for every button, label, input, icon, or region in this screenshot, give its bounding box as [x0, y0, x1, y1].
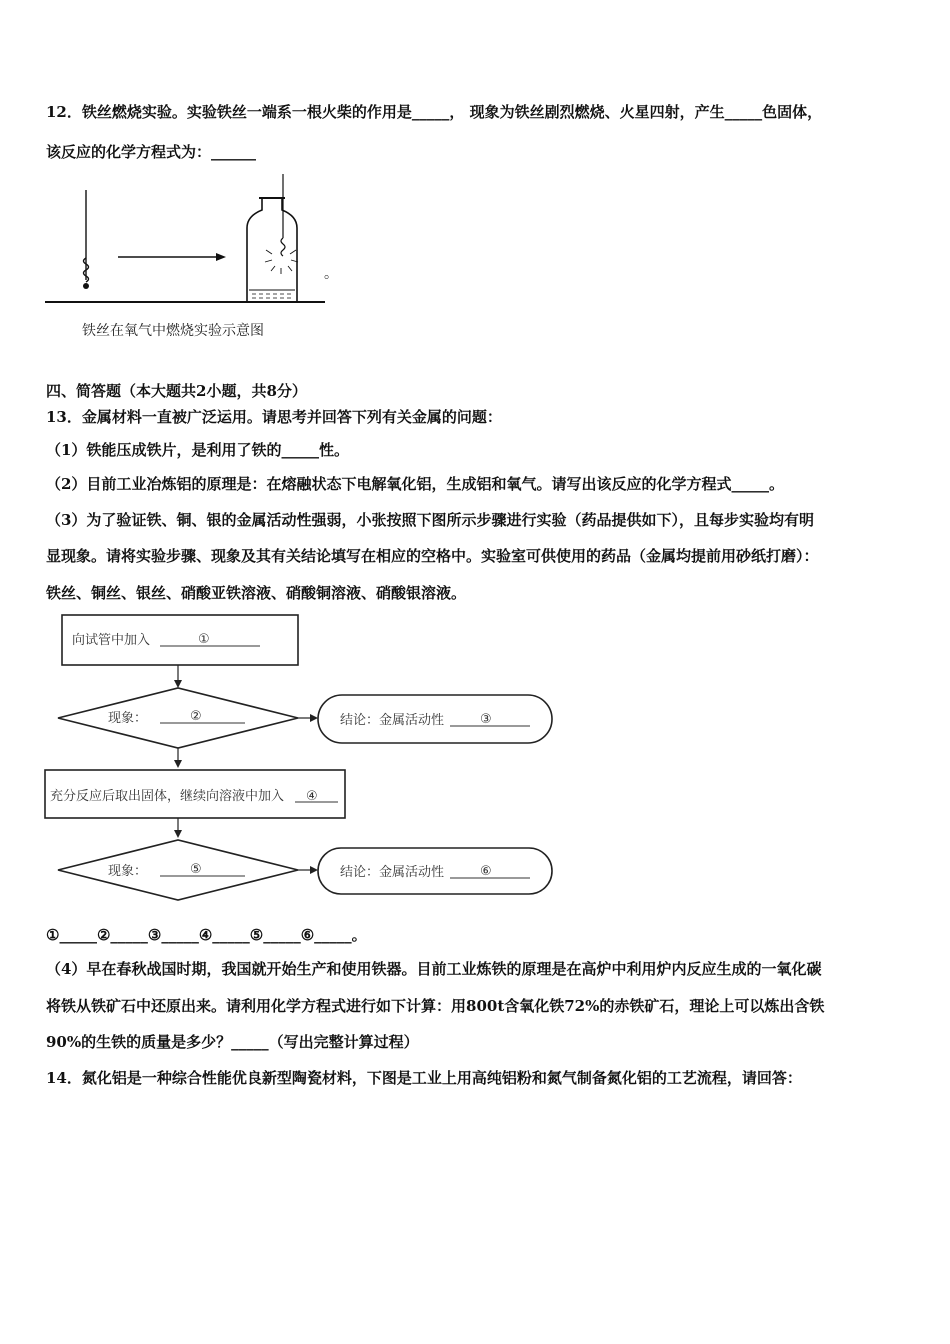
q13-p1: （1）铁能压成铁片，是利用了铁的_____性。	[46, 441, 349, 459]
q13-p3-line1: （3）为了验证铁、铜、银的金属活动性强弱，小张按照下图所示步骤进行实验（药品提供如下），且每步实验均有明	[46, 511, 814, 529]
flow-box-1-label: 向试管中加入	[72, 633, 151, 648]
match-head	[83, 283, 89, 289]
flow-diamond-2-mark: ⑤	[190, 862, 202, 877]
q12-line1: 12．铁丝燃烧实验。实验铁丝一端系一根火柴的作用是_____， 现象为铁丝剧烈燃烧、火星四射，产生_____色固体，	[46, 103, 823, 121]
q13-answers: ①_____②_____③_____④_____⑤_____⑥_____。	[46, 926, 367, 944]
q13-p3-line2: 显现象。请将实验步骤、现象及其有关结论填写在相应的空格中。实验室可供使用的药品（金属均提前用砂纸打磨）：	[46, 547, 819, 565]
q13-p2: （2）目前工业冶炼铝的原理是：在熔融状态下电解氧化铝，生成铝和氧气。请写出该反应的化学方程式_____。	[46, 475, 784, 493]
gas-bottle	[247, 198, 297, 302]
section4-heading: 四、简答题（本大题共2小题，共8分）	[46, 382, 307, 400]
burning-coil	[281, 238, 285, 256]
q13-p4-line1: （4）早在春秋战国时期，我国就开始生产和使用铁器。目前工业炼铁的原理是在高炉中利用炉内反应生成的一氧化碳	[46, 960, 822, 978]
flow-box-2-label: 充分反应后取出固体，继续向溶液中加入	[50, 789, 285, 804]
flow-result-1-mark: ③	[480, 712, 492, 727]
q13-p3-line3: 铁丝、铜丝、银丝、硝酸亚铁溶液、硝酸铜溶液、硝酸银溶液。	[46, 584, 467, 602]
flow-diamond-1-label: 现象：	[108, 711, 148, 726]
flow-diamond-1-mark: ②	[190, 709, 202, 724]
flow-diamond-1	[58, 688, 298, 748]
flow-result-2-mark: ⑥	[480, 864, 492, 879]
experiment-flowchart	[40, 610, 560, 910]
flow-diamond-2-label: 现象：	[108, 864, 148, 879]
q13-intro: 13．金属材料一直被广泛运用。请思考并回答下列有关金属的问题：	[46, 408, 502, 426]
figure-caption: 铁丝在氧气中燃烧实验示意图	[82, 323, 264, 339]
arrow-head	[216, 253, 226, 261]
q13-p4-line2: 将铁从铁矿石中还原出来。请利用化学方程式进行如下计算：用800t含氧化铁72%的赤铁矿石，理论上可以炼出含铁	[46, 997, 825, 1015]
figure-dot: 。	[324, 266, 338, 282]
q14-intro: 14．氮化铝是一种综合性能优良新型陶瓷材料，下图是工业上用高纯铝粉和氮气制备氮化铝的工艺流程，请回答：	[46, 1069, 802, 1087]
flow-box-2-mark: ④	[306, 789, 318, 804]
q13-p4-line3: 90%的生铁的质量是多少？_____（写出完整计算过程）	[46, 1033, 419, 1051]
flow-result-2-label: 结论：金属活动性	[340, 865, 445, 880]
flow-diamond-2	[58, 840, 298, 900]
iron-combustion-figure	[40, 170, 340, 310]
flow-box-1-mark: ①	[198, 632, 210, 647]
flow-result-1-label: 结论：金属活动性	[340, 713, 445, 728]
q12-line2: 该反应的化学方程式为：______	[46, 143, 257, 161]
